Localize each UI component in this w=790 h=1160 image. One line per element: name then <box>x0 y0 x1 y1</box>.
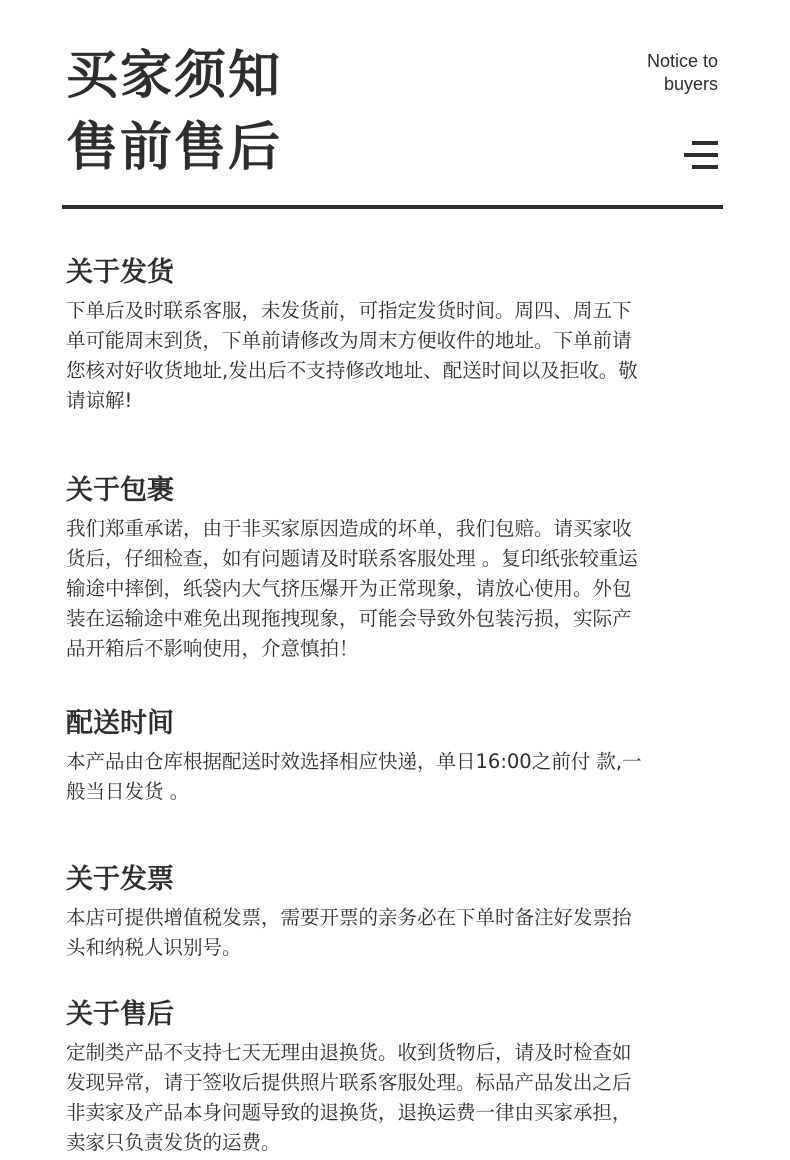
section-body <box>66 747 716 807</box>
body-line: 装在运输途中难免出现拖拽现象，可能会导致外包装污损，实际产 <box>66 607 632 630</box>
page-header <box>0 0 790 215</box>
section-body <box>66 296 716 416</box>
section-body <box>66 514 716 664</box>
section-shipping <box>66 256 716 416</box>
section-body <box>66 903 716 963</box>
notice-line-2: buyers <box>663 74 718 94</box>
body-line: 请谅解! <box>66 389 133 412</box>
body-line: 本产品由仓库根据配送时效选择相应快递，单日16:00之前付 款,一 <box>66 750 642 773</box>
section-heading: 关于售后 <box>66 999 174 1030</box>
section-invoice <box>66 863 716 963</box>
page-title-line-2: 售前售后 <box>66 118 283 178</box>
body-line: 我们郑重承诺，由于非买家原因造成的坏单，我们包赔。请买家收 <box>66 517 632 540</box>
body-line: 下单后及时联系客服，未发货前，可指定发货时间。周四、周五下 <box>66 299 632 322</box>
header-divider <box>62 205 723 209</box>
body-line: 头和纳税人识别号。 <box>66 936 242 959</box>
section-heading: 关于包裹 <box>66 475 174 506</box>
body-line: 品开箱后不影响使用，介意慎拍！ <box>66 637 359 660</box>
body-line: 定制类产品不支持七天无理由退换货。收到货物后，请及时检查如 <box>66 1041 632 1064</box>
menu-lines-icon <box>684 141 718 171</box>
body-line: 发现异常，请于签收后提供照片联系客服处理。标品产品发出之后 <box>66 1071 632 1094</box>
section-body <box>66 1038 716 1158</box>
body-line: 您核对好收货地址,发出后不支持修改地址、配送时间以及拒收。敬 <box>66 359 638 382</box>
body-line: 货后，仔细检查，如有问题请及时联系客服处理 。复印纸张较重运 <box>66 547 638 570</box>
body-line: 般当日发货 。 <box>66 780 190 803</box>
section-after-sales <box>66 998 716 1158</box>
notice-label <box>647 50 718 96</box>
section-delivery-time <box>66 707 716 807</box>
body-line: 输途中摔倒，纸袋内大气挤压爆开为正常现象，请放心使用。外包 <box>66 577 632 600</box>
body-line: 卖家只负责发货的运费。 <box>66 1131 281 1154</box>
section-heading: 关于发票 <box>66 864 174 895</box>
section-heading: 关于发货 <box>66 257 174 288</box>
body-line: 本店可提供增值税发票，需要开票的亲务必在下单时备注好发票抬 <box>66 906 632 929</box>
section-package <box>66 474 716 664</box>
body-line: 单可能周末到货，下单前请修改为周末方便收件的地址。下单前请 <box>66 329 632 352</box>
section-heading: 配送时间 <box>66 708 174 739</box>
page-title-line-1: 买家须知 <box>66 46 283 106</box>
notice-line-1: Notice to <box>646 51 718 71</box>
body-line: 非卖家及产品本身问题导致的退换货，退换运费一律由买家承担， <box>66 1101 632 1124</box>
